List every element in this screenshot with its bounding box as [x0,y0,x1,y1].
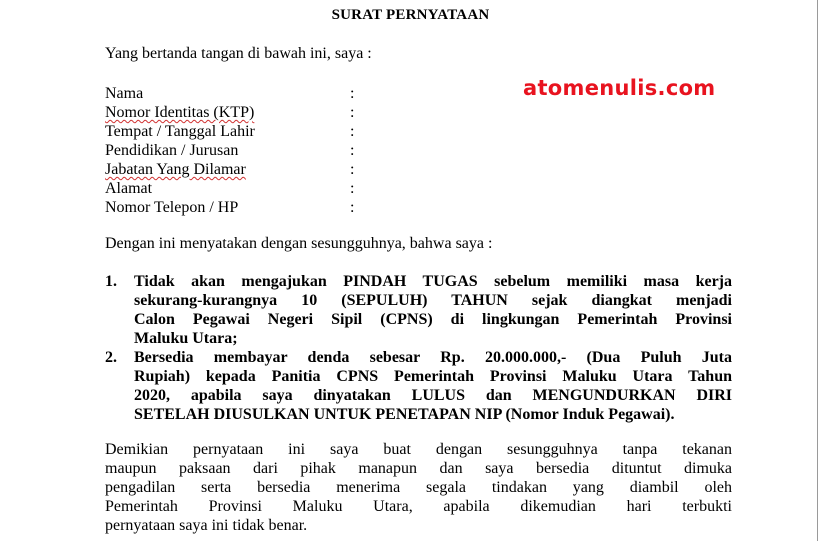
list-item-number: 2. [105,349,117,366]
closing-line: Pemerintah Provinsi Maluku Utara, apabila dikemudian hari terbukti [105,498,732,515]
page-edge [817,0,818,541]
watermark-text: atomenulis.com [523,76,716,100]
list-item [105,272,732,348]
closing-line: pengadilan serta bersedia menerima segala tindakan yang diambil oleh [105,479,732,496]
closing-line: Demikian pernyataan ini saya buat dengan sesungguhnya tanpa tekanan [105,441,732,458]
field-colon: : [350,85,355,102]
field-colon: : [350,142,355,159]
list-item-line: Maluku Utara; [134,330,238,347]
closing-line: maupun paksaan dari pihak manapun dan saya bersedia dituntut dimuka [105,460,732,477]
field-label-jabatan [105,160,246,179]
field-label-ktp-text: Nomor Identitas (KTP) [105,104,255,121]
field-colon: : [350,123,355,140]
list-item-line: Tidak akan mengajukan PINDAH TUGAS sebelum memiliki masa kerja [134,273,732,290]
list-item-number: 1. [105,273,117,290]
list-item [105,348,732,424]
list-item-line: 2020, apabila saya dinyatakan LULUS dan MENGUNDURKAN DIRI [134,387,732,404]
field-colon: : [350,104,355,121]
intro-text: Yang bertanda tangan di bawah ini, saya : [105,45,372,62]
document-title: SURAT PERNYATAAN [331,7,490,23]
field-label-pendidikan: Pendidikan / Jurusan [105,142,239,159]
list-item-line: Bersedia membayar denda sebesar Rp. 20.000.000,- (Dua Puluh Juta [134,349,732,366]
field-label-ktp [105,103,254,122]
field-label-ttl: Tempat / Tanggal Lahir [105,123,255,140]
field-colon: : [350,161,355,178]
statement-text: Dengan ini menyatakan dengan sesungguhnya, bahwa saya : [105,235,493,252]
list-item-line: sekurang-kurangnya 10 (SEPULUH) TAHUN sejak diangkat menjadi [134,292,732,309]
field-label-telepon: Nomor Telepon / HP [105,199,239,216]
field-label-jabatan-text: Jabatan Yang Dilamar [105,161,246,178]
list-item-line: SETELAH DIUSULKAN UNTUK PENETAPAN NIP (Nomor Induk Pegawai). [134,406,675,423]
field-label-alamat: Alamat [105,180,153,197]
list-item-line: Rupiah) kepada Panitia CPNS Pemerintah Provinsi Maluku Utara Tahun [134,368,732,385]
list-item-line: Calon Pegawai Negeri Sipil (CPNS) di lingkungan Pemerintah Provinsi [134,311,732,328]
statement-list [105,272,732,424]
closing-paragraph [105,440,732,535]
field-colon: : [350,199,355,216]
field-label-nama: Nama [105,85,144,102]
closing-line: pernyataan saya ini tidak benar. [105,517,308,534]
field-colon: : [350,180,355,197]
